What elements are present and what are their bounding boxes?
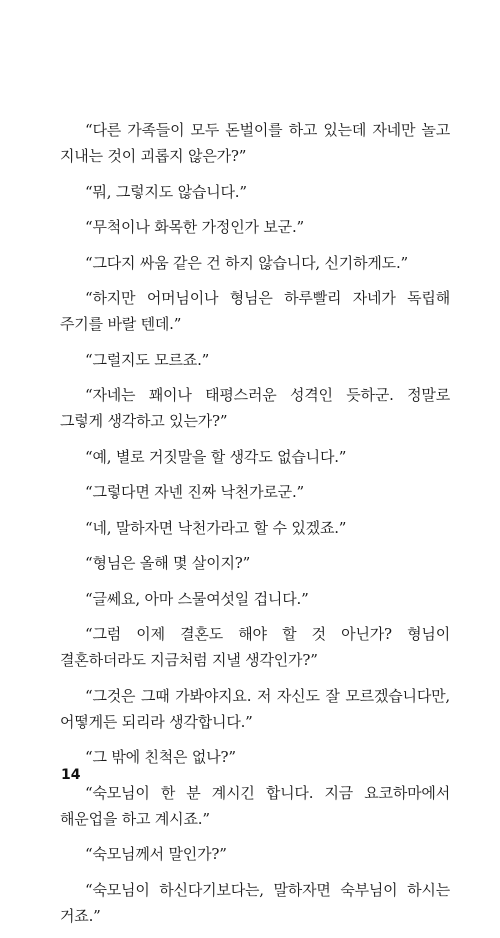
dialogue-paragraph: “그럼 이제 결혼도 해야 할 것 아닌가? 형님이 결혼하더라도 지금처럼 지낼 생각인가?” — [60, 625, 450, 669]
dialogue-paragraph: “숙모님께서 말인가?” — [85, 845, 227, 863]
page-number: 14 — [61, 767, 81, 783]
dialogue-paragraph: “그렇다면 자넨 진짜 낙천가로군.” — [85, 483, 304, 501]
dialogue-paragraph: “그럴지도 모르죠.” — [85, 350, 210, 369]
dialogue-paragraph: “형님은 올해 몇 살이지?” — [85, 554, 251, 572]
dialogue-paragraph: “뭐, 그렇지도 않습니다.” — [85, 182, 247, 201]
dialogue-paragraph: “그다지 싸움 같은 건 하지 않습니다, 신기하게도.” — [85, 253, 408, 272]
dialogue-paragraph: “숙모님이 한 분 계시긴 합니다. 지금 요코하마에서 해운업을 하고 계시죠.” — [60, 783, 450, 828]
dialogue-paragraph: “그 밖에 친척은 없나?” — [85, 748, 236, 766]
dialogue-paragraph: “그것은 그때 가봐야지요. 저 자신도 잘 모르겠습니다만, 어떻게든 되리라 생각합니다.” — [60, 686, 450, 731]
dialogue-paragraph: “글쎄요, 아마 스물여섯일 겁니다.” — [85, 589, 309, 608]
dialogue-paragraph: “무척이나 화목한 가정인가 보군.” — [85, 218, 304, 236]
dialogue-paragraph: “예, 별로 거짓말을 할 생각도 없습니다.” — [85, 447, 347, 466]
dialogue-paragraph: “자네는 꽤이나 태평스러운 성격인 듯하군. 정말로 그렇게 생각하고 있는가?” — [60, 386, 450, 430]
dialogue-paragraph: “다른 가족들이 모두 돈벌이를 하고 있는데 자네만 놀고 지내는 것이 괴롭지 않은가?” — [60, 121, 450, 165]
body-text — [60, 117, 450, 938]
dialogue-paragraph: “숙모님이 하신다기보다는, 말하자면 숙부님이 하시는 거죠.” — [60, 880, 450, 925]
dialogue-paragraph: “네, 말하자면 낙천가라고 할 수 있겠죠.” — [85, 518, 347, 537]
dialogue-paragraph: “하지만 어머님이나 형님은 하루빨리 자네가 독립해 주기를 바랄 텐데.” — [60, 289, 450, 333]
